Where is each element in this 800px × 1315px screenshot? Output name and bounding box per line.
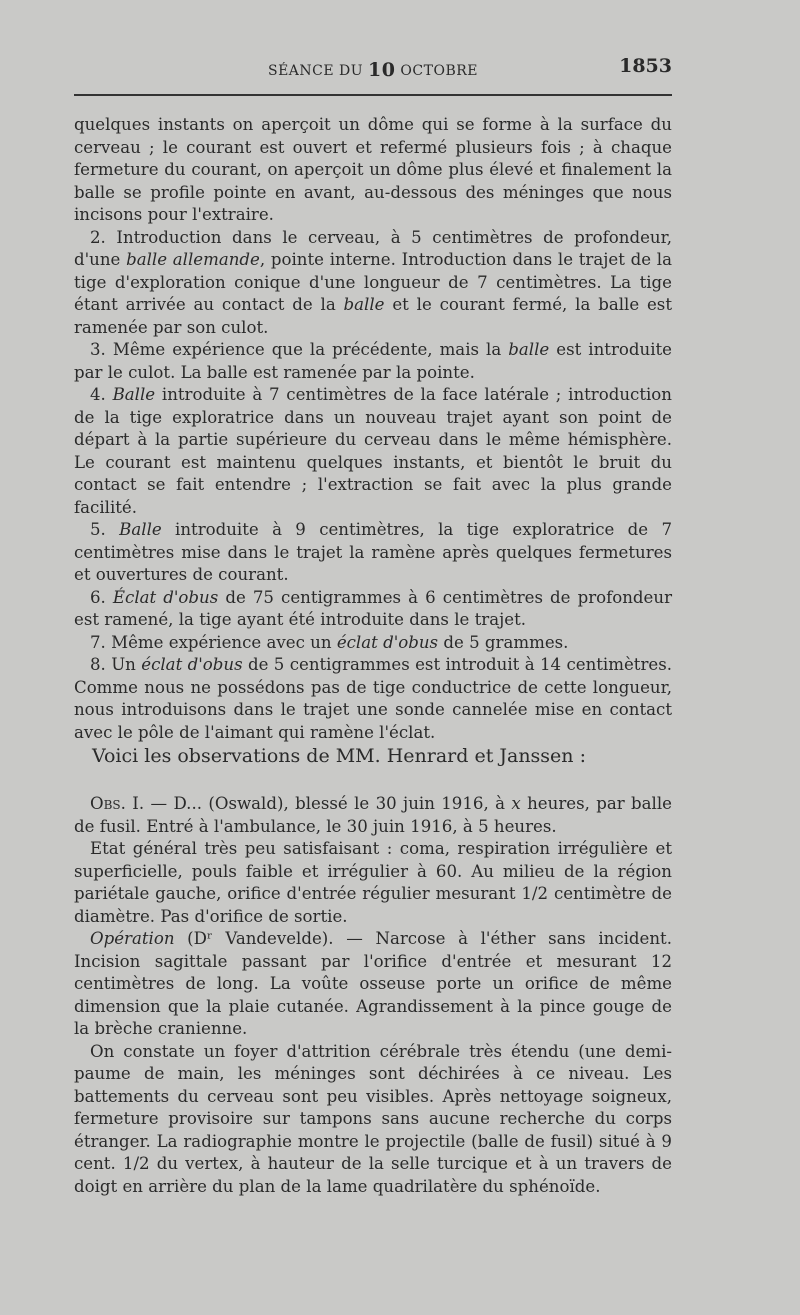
paragraph-experiment-7: 7. Même expérience avec un éclat d'obus de 5 grammes. [90,632,569,652]
paragraph-continued: quelques instants on aperçoit un dôme qui se forme à la surface du cerveau ; le courant est ouvert et refermé plusieurs fois ; à chaque fermeture du courant, on aperçoit un dôme plus élevé et finalement la balle se profile pointe en avant, au-dessous des méninges que nous incisons pour l'extraire. [74,115,672,224]
paragraph-experiment-8: 8. Un éclat d'obus de 5 centigrammes est introduit à 14 centimètres. Comme nous ne possédons pas de tige conductrice de cette longueur, nous introduisons dans le trajet une sonde cannelée mise en contact avec le pôle de l'aimant qui ramène l'éclat. [74,655,672,742]
experiments-section [74,114,672,744]
paragraph-experiment-3: 3. Même expérience que la précédente, mais la balle est introduite par le culot. La balle est ramenée par la pointe. [74,340,672,382]
running-title [74,59,672,81]
paragraph-operation: Opération (Dʳ Vandevelde). — Narcose à l'éther sans incident. Incision sagittale passant par l'orifice d'entrée et mesurant 12 centimètres de long. La voûte osseuse porte un orifice de même dimension que la plaie cutanée. Agrandissement à la pince gouge de la brèche cranienne. [74,929,672,1038]
section-heading: Voici les observations de MM. Henrard et Janssen : [92,745,586,767]
title-day: 10 [368,59,396,81]
paragraph-observation-1: Obs. I. — D... (Oswald), blessé le 30 juin 1916, à x heures, par balle de fusil. Entré à l'ambulance, le 30 juin 1916, à 5 heures. [74,794,672,836]
observations-section [74,793,672,1198]
paragraph-etat-general: Etat général très peu satisfaisant : coma, respiration irrégulière et superficielle, pouls faible et irrégulier à 60. Au milieu de la région pariétale gauche, orifice d'entrée régulier mesurant 1/2 centimètre de diamètre. Pas d'orifice de sortie. [74,839,672,926]
page-header [74,55,672,81]
paragraph-experiment-2: 2. Introduction dans le cerveau, à 5 centimètres de profondeur, d'une balle allemande, pointe interne. Introduction dans le trajet de la tige d'exploration conique d'une longueur de 7 centimètres. La tige étant arrivée au contact de la balle et le courant fermé, la balle est ramenée par son culot. [74,227,672,337]
page-number: 1853 [619,55,672,77]
header-rule [74,94,672,96]
title-suffix: OCTOBRE [395,63,478,79]
title-prefix: SÉANCE DU [268,63,369,79]
paragraph-constat: On constate un foyer d'attrition cérébrale très étendu (une demi-paume de main, les méninges sont déchirées à ce niveau. Les battements du cerveau sont peu visibles. Après nettoyage soigneux, fermeture provisoire sur tampons sans aucune recherche du corps étranger. La radiographie montre le projectile (balle de fusil) situé à 9 cent. 1/2 du vertex, à hauteur de la selle turcique et à un travers de doigt en arrière du plan de la lame quadrilatère du sphénoïde. [74,1041,672,1196]
paragraph-experiment-5: 5. Balle introduite à 9 centimètres, la tige exploratrice de 7 centimètres mise dans le trajet la ramène après quelques fermetures et ouvertures de courant. [74,520,672,584]
paragraph-experiment-4: 4. Balle introduite à 7 centimètres de la face latérale ; introduction de la tige exploratrice dans un nouveau trajet ayant son point de départ à la partie supérieure du cerveau dans le même hémisphère. Le courant est maintenu quelques instants, et bientôt le bruit du contact se fait entendre ; l'extraction se fait avec la plus grande facilité. [74,385,672,517]
paragraph-experiment-6: 6. Éclat d'obus de 75 centigrammes à 6 centimètres de profondeur est ramené, la tige ayant été introduite dans le trajet. [74,587,672,629]
